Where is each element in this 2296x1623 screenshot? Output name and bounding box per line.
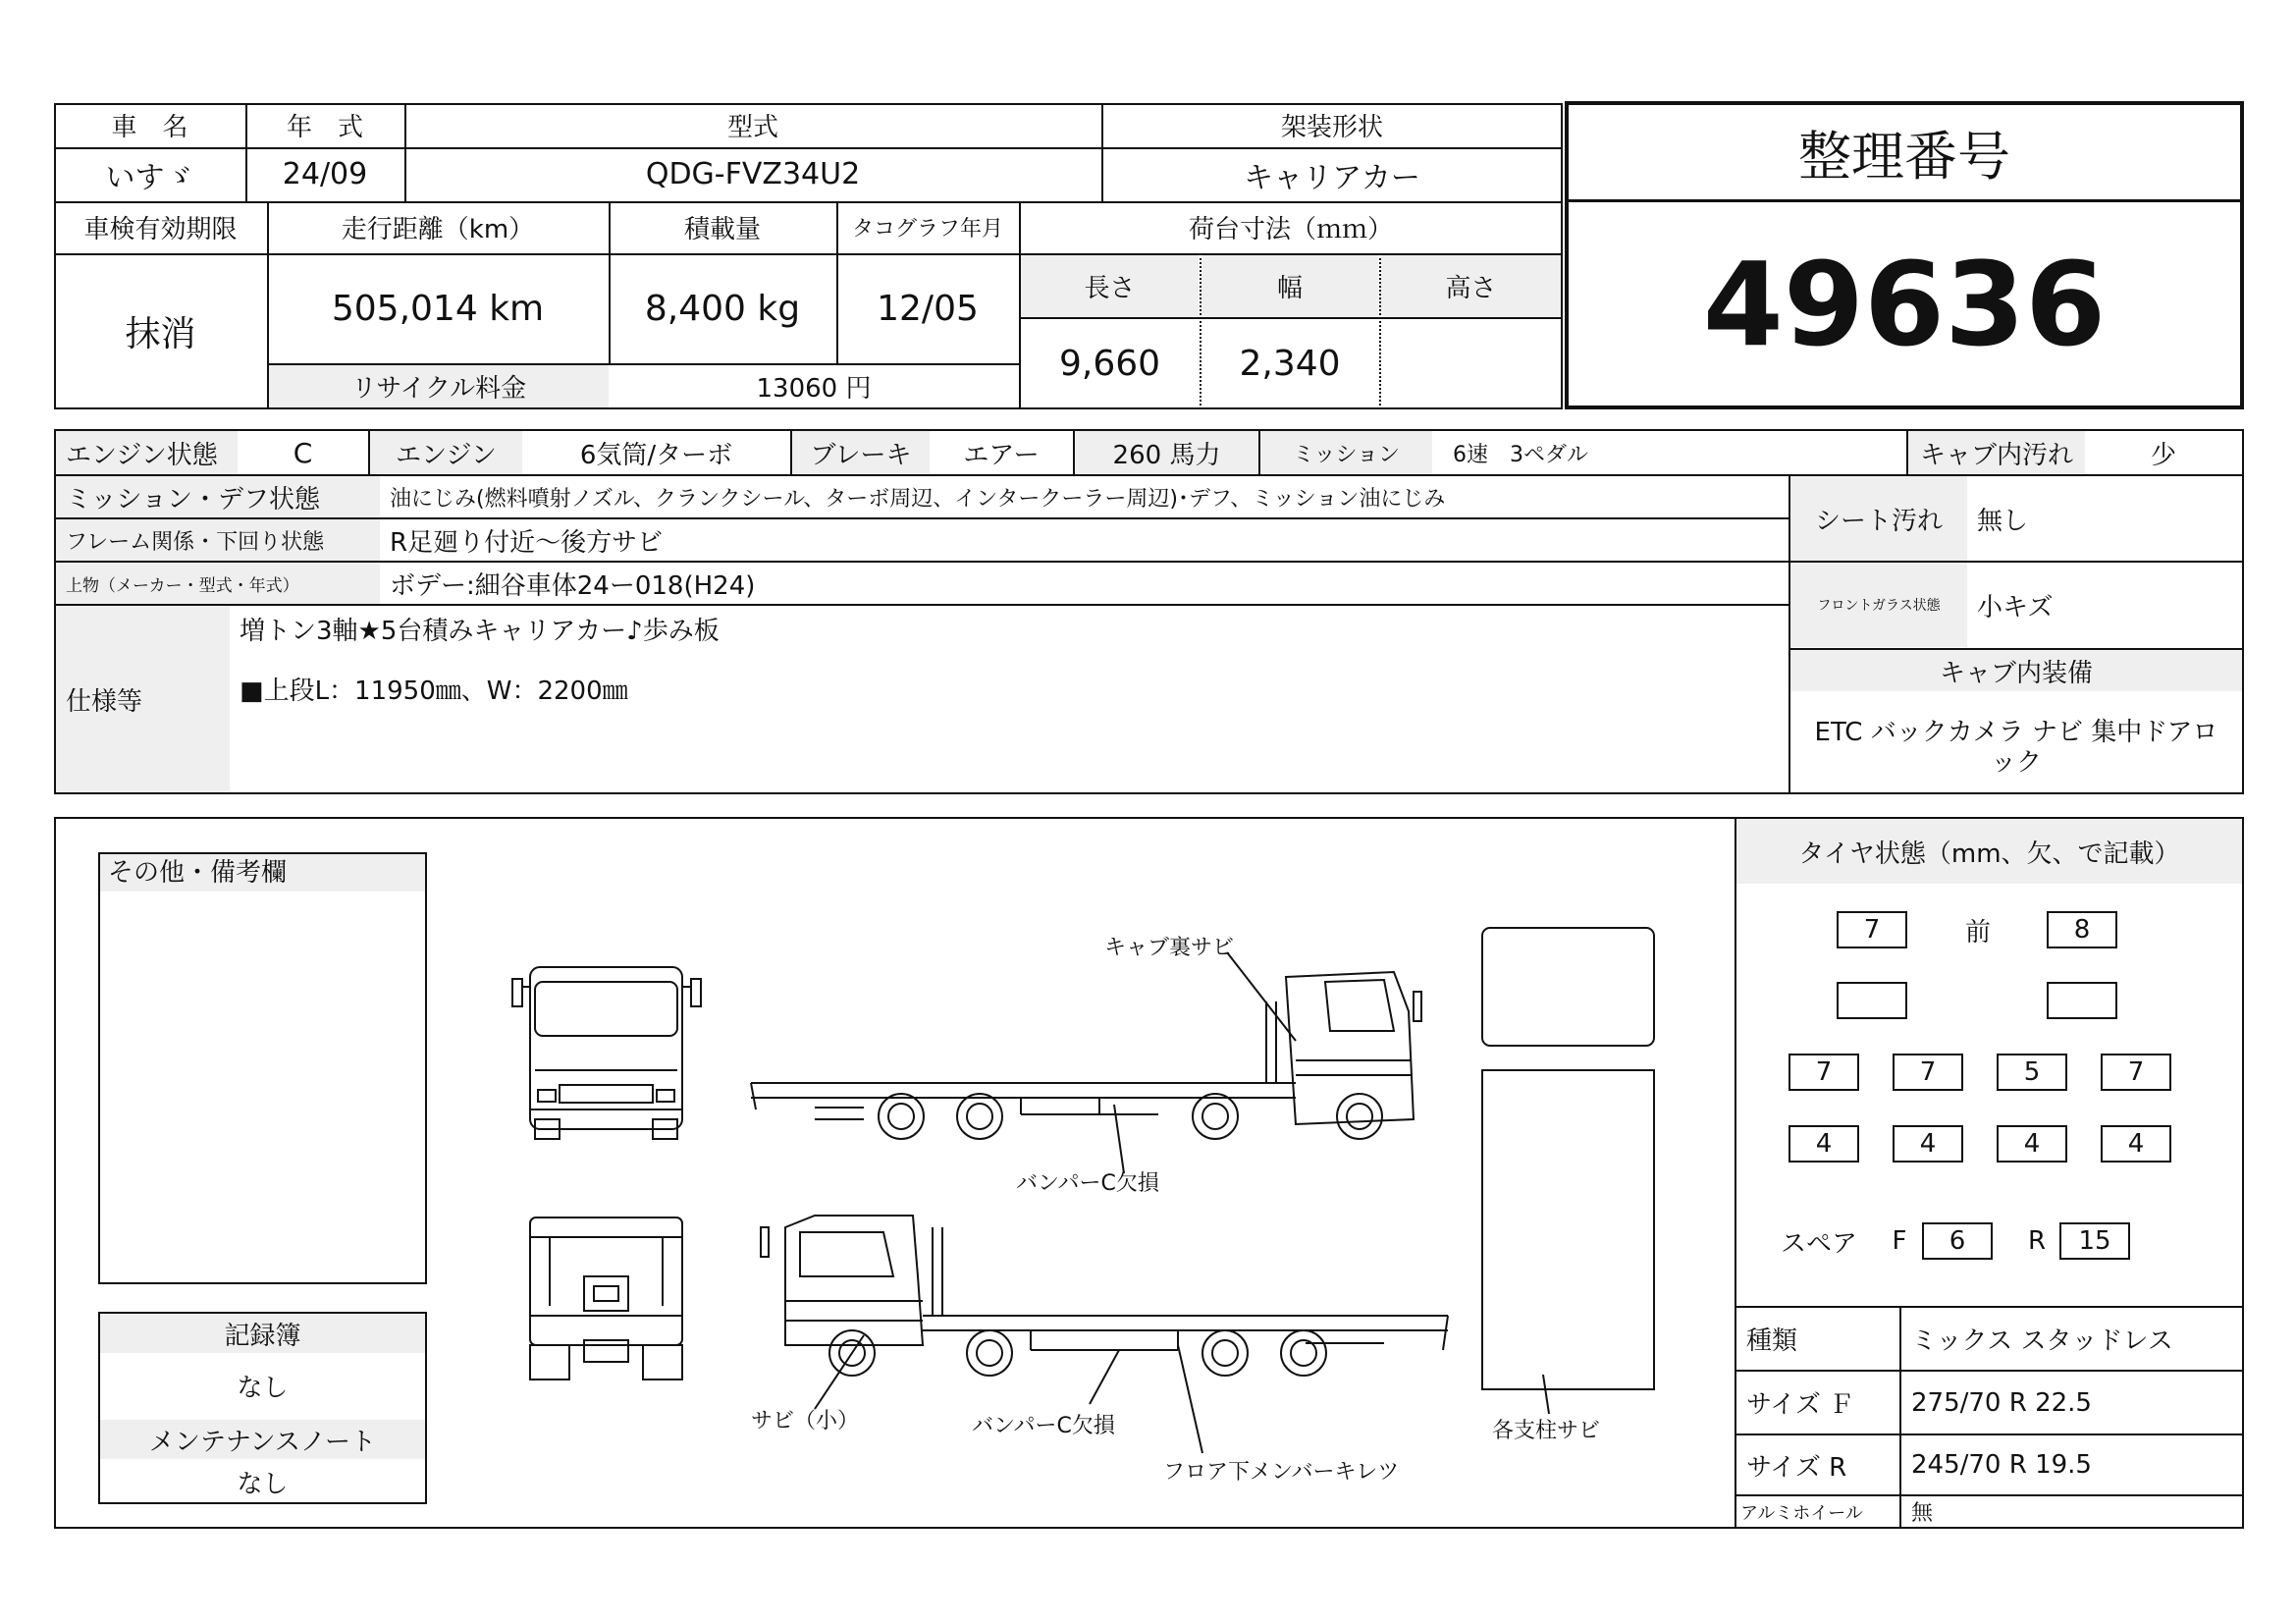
tire-rear-2-b: 4: [1893, 1125, 1963, 1163]
spare-label: スペア: [1780, 1228, 1857, 1259]
spare-f-label: F: [1892, 1226, 1907, 1256]
tire-rear-1-c: 5: [1997, 1054, 2067, 1091]
bed-label: 荷台寸法（ｍｍ）: [1188, 215, 1393, 244]
admin-number-label: 整理番号: [1798, 125, 2010, 188]
body-label: 上物（メーカー・型式・年式）: [56, 563, 380, 604]
tire-rear-2-d: 4: [2101, 1125, 2171, 1163]
spare-r-value: 15: [2059, 1222, 2130, 1260]
alu-wheel-label: アルミホイール: [1740, 1502, 1863, 1524]
spec-line2: ■上段L：11950㎜、W：2200㎜: [240, 676, 628, 706]
maint-label: メンテナンスノート: [100, 1420, 425, 1459]
record-value: なし: [237, 1373, 289, 1403]
mission-value: 6速 3ペダル: [1453, 442, 1588, 467]
glass-value: 小キズ: [1977, 592, 2054, 622]
load-label: 積載量: [683, 215, 761, 244]
alu-wheel-value: 無: [1911, 1501, 1934, 1526]
inspection-label: 車検有効期限: [83, 215, 238, 244]
cab-dirt-label: キャブ内汚れ: [1908, 431, 2085, 474]
frame-label: フレーム関係・下回り状態: [56, 519, 380, 561]
tire-rear-2-c: 4: [1997, 1125, 2067, 1163]
recycle-value: 13060 円: [756, 374, 872, 404]
cab-equip-line1: ETC バックカメラ ナビ 集中ドアロ: [1814, 718, 2218, 747]
engine-value: 6気筒/ターボ: [579, 440, 733, 470]
tire-front-label: 前: [1964, 917, 1991, 947]
vehicle-body-type: キャリアカー: [1244, 160, 1420, 195]
annotation-bumper-bottom: バンパーC欠損: [972, 1414, 1115, 1438]
tire-title: タイヤ状態（mm、欠、で記載）: [1736, 819, 2242, 884]
tire-rear-2-a: 4: [1789, 1125, 1859, 1163]
length-value: 9,660: [1058, 343, 1161, 384]
frame-value: R足廻り付近～後方サビ: [390, 527, 664, 558]
mission-diff-value: 油にじみ(燃料噴射ノズル、クランクシール、ターボ周辺、インタークーラー周辺)･デフ、ミッション油にじみ: [390, 486, 1446, 512]
tacho-value: 12/05: [877, 288, 979, 329]
front-view-top: [512, 967, 701, 1139]
brake-label: ブレーキ: [792, 431, 930, 474]
side-view-left: [761, 1216, 1448, 1376]
inspection-value: 抹消: [125, 314, 196, 354]
engine-label: エンジン: [370, 431, 522, 474]
admin-number: 49636: [1702, 237, 2107, 372]
model-label: 型式: [726, 113, 778, 142]
mission-label: ミッション: [1260, 431, 1432, 474]
maint-value: なし: [237, 1469, 289, 1499]
annotation-bumper-top: バンパーC欠損: [1016, 1171, 1159, 1196]
engine-state-value: C: [293, 436, 313, 469]
annotation-pillar-rust: 各支柱サビ: [1492, 1419, 1601, 1443]
load-value: 8,400 kg: [644, 288, 801, 329]
tire-rear-1-a: 7: [1789, 1054, 1859, 1091]
annotation-floor-member: フロア下メンバーキレツ: [1163, 1460, 1400, 1485]
vehicle-name: いすゞ: [105, 160, 194, 195]
glass-label: フロントガラス状態: [1790, 563, 1967, 647]
tire-size-r-label: サイズ R: [1746, 1452, 1847, 1483]
side-view-right: [751, 972, 1421, 1139]
cab-dirt-value: 少: [2150, 440, 2176, 470]
tire-size-r-value: 245/70 R 19.5: [1911, 1450, 2092, 1480]
seat-label: シート汚れ: [1790, 476, 1967, 561]
annotation-cab-rust: キャブ裏サビ: [1104, 936, 1235, 960]
mission-diff-label: ミッション・デフ状態: [56, 476, 380, 517]
tire-front-right: 8: [2047, 911, 2117, 948]
width-value: 2,340: [1239, 343, 1341, 384]
seat-value: 無し: [1977, 506, 2029, 536]
tire-size-f-label: サイズ Ｆ: [1746, 1390, 1855, 1420]
mileage-label: 走行距離（km）: [341, 215, 535, 244]
brake-value: エアー: [963, 440, 1040, 470]
spec-line1: 増トン3軸★5台積みキャリアカー♪歩み板: [240, 617, 720, 646]
annotation-rust-small: サビ（小）: [751, 1409, 860, 1434]
tire-front-left-2: [1837, 982, 1907, 1019]
rear-view-bottom: [530, 1217, 682, 1380]
spare-f-value: 6: [1922, 1222, 1993, 1260]
spec-label: 仕様等: [56, 606, 230, 792]
mileage-value: 505,014 km: [331, 288, 545, 329]
year-label: 年 式: [286, 113, 363, 142]
body-value: ボデー:細谷車体24ー018(H24): [390, 570, 756, 601]
length-label: 長さ: [1021, 255, 1199, 317]
spare-r-label: R: [2027, 1226, 2047, 1256]
cab-equip-line2: ック: [1990, 748, 2042, 778]
cab-equip-label: キャブ内装備: [1790, 650, 2242, 691]
vehicle-year: 24/09: [282, 157, 368, 191]
tire-front-right-2: [2047, 982, 2117, 1019]
tire-rear-1-b: 7: [1893, 1054, 1963, 1091]
tire-type-label: 種類: [1746, 1326, 1798, 1356]
engine-state-label: エンジン状態: [56, 431, 238, 474]
record-label: 記録簿: [100, 1314, 425, 1353]
tire-type-value: ミックス スタッドレス: [1911, 1326, 2173, 1356]
power-value: 260 馬力: [1075, 431, 1258, 474]
other-label: その他・備考欄: [100, 854, 425, 892]
tire-size-f-value: 275/70 R 22.5: [1911, 1387, 2092, 1418]
vehicle-model: QDG-FVZ34U2: [645, 157, 861, 191]
tire-front-left: 7: [1837, 911, 1907, 948]
recycle-label: リサイクル料金: [269, 365, 609, 407]
top-view: [1482, 928, 1654, 1389]
width-label: 幅: [1201, 255, 1378, 317]
body-type-label: 架装形状: [1280, 113, 1383, 142]
height-label: 高さ: [1381, 255, 1561, 317]
tacho-label: タコグラフ年月: [851, 217, 1003, 242]
tire-rear-1-d: 7: [2101, 1054, 2171, 1091]
name-label: 車 名: [111, 113, 188, 142]
